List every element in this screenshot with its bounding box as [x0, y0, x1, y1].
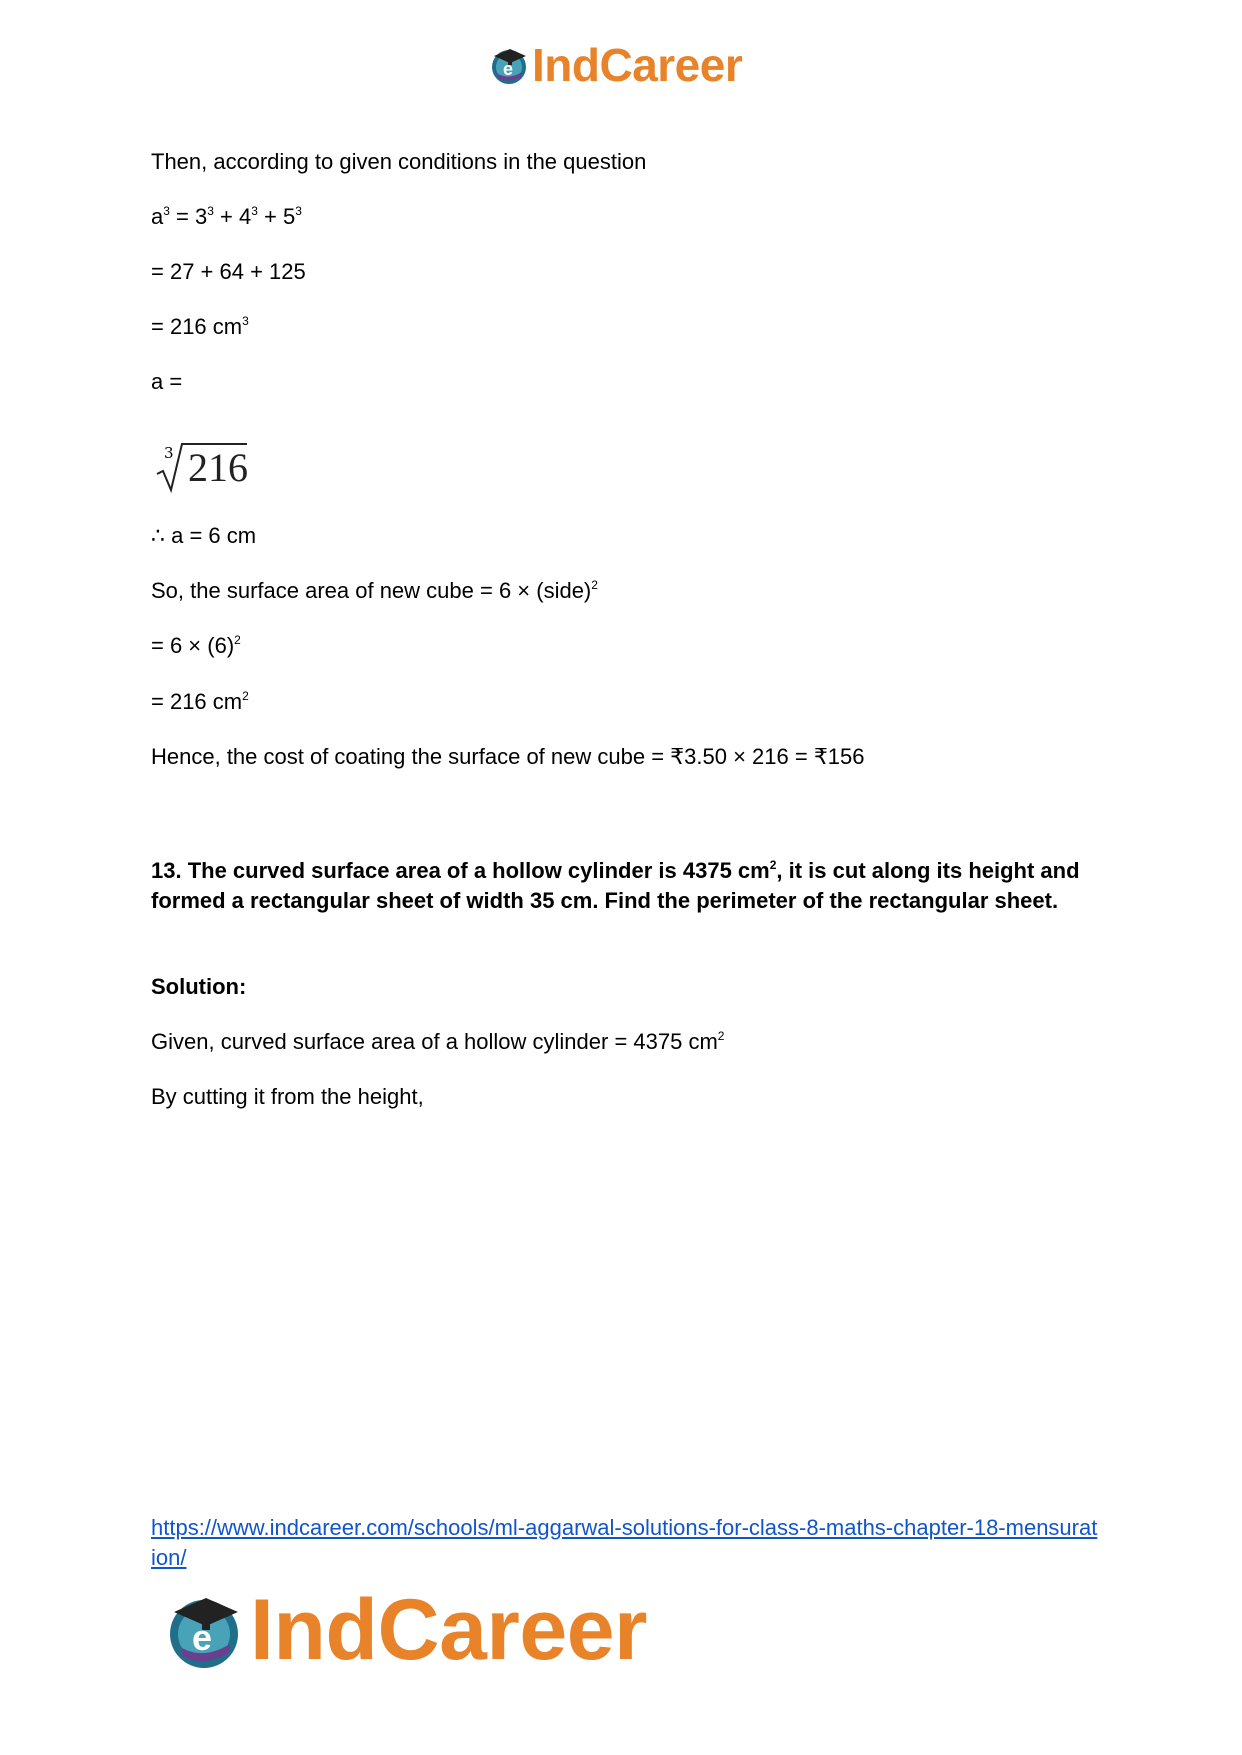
svg-text:e: e — [192, 1617, 213, 1658]
equation-sum-values: = 27 + 64 + 125 — [151, 259, 306, 284]
equation-side-label: a = — [151, 369, 183, 394]
solution-heading: Solution: — [151, 974, 247, 999]
given-surface-area: Given, curved surface area of a hollow cylinder = 4375 $cm^2$ — [151, 1029, 725, 1054]
surface-area-formula: So, the surface area of new cube = 6 × (side)$^2$ — [151, 578, 598, 603]
graduation-cap-emblem-icon — [488, 44, 530, 86]
header-logo-text: IndCareer — [532, 39, 743, 91]
surface-area-result: = 216 $cm^2$ — [151, 689, 249, 714]
header-logo — [488, 40, 742, 90]
text-line-conditions: Then, according to given conditions in the question — [151, 149, 647, 174]
surface-area-substitution: = $6 \times (6)^2$ — [151, 633, 241, 658]
cube-root-index: 3 — [164, 444, 174, 462]
question-13: 13. The curved surface area of a hollow cylinder is 4375 $cm^2$, it is cut along its height and formed a rectangular sheet of width 35 cm. Find the perimeter of the rectangular sheet. — [151, 858, 1080, 913]
cube-root-radicand: 216 — [188, 445, 248, 490]
svg-text:e: e — [503, 59, 514, 79]
cube-root-expression — [155, 440, 255, 496]
equation-side-result: ∴ a = 6 cm — [151, 523, 257, 548]
equation-volume: = 216 $cm^3$ — [151, 314, 249, 339]
footer-logo-text: IndCareer — [250, 1582, 647, 1678]
cutting-statement: By cutting it from the height, — [151, 1084, 424, 1109]
graduation-cap-emblem-icon — [162, 1588, 246, 1672]
equation-cube-sum: $a^3 = 3^3 + 4^3 + 5^3$ — [151, 204, 302, 229]
coating-cost-result: Hence, the cost of coating the surface of new cube = ₹3.50 × 216 = ₹156 — [151, 744, 865, 769]
footer-source-link[interactable]: https://www.indcareer.com/schools/ml-aggarwal-solutions-for-class-8-maths-chapter-18-mensuration/ — [151, 1515, 1098, 1570]
footer-logo — [162, 1582, 647, 1678]
